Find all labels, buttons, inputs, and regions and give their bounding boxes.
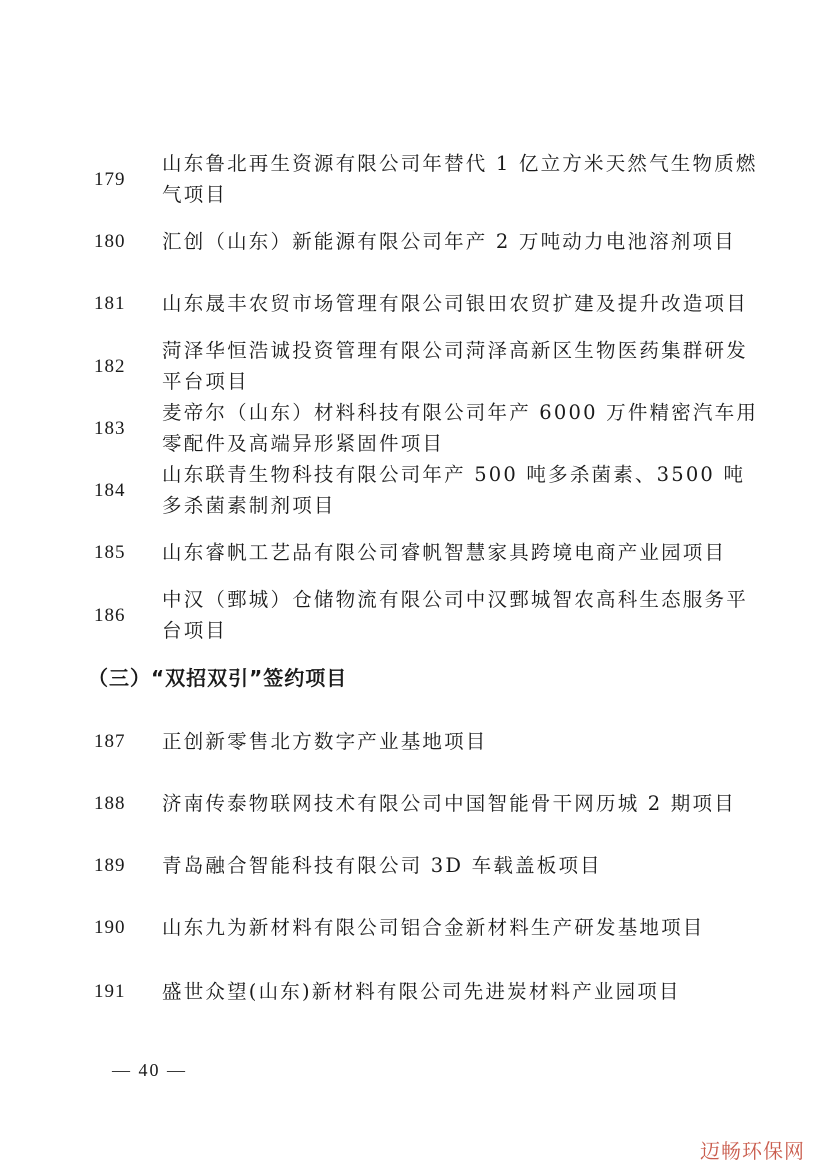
item-number: 190 (94, 917, 126, 938)
item-text: 山东九为新材料有限公司铝合金新材料生产研发基地项目 (162, 916, 705, 939)
item-number: 184 (94, 480, 126, 501)
item-number: 191 (94, 981, 126, 1002)
item-number: 181 (94, 293, 126, 314)
item-text: 山东联青生物科技有限公司年产 500 吨多杀菌素、3500 吨多杀菌素制剂项目 (162, 463, 746, 517)
item-number: 185 (94, 542, 126, 563)
item-number: 188 (94, 793, 126, 814)
site-watermark: 迈畅环保网 (700, 1139, 805, 1163)
section-heading: （三）“双招双引”签约项目 (88, 666, 348, 690)
item-text: 山东晟丰农贸市场管理有限公司银田农贸扩建及提升改造项目 (162, 292, 748, 315)
item-text: 菏泽华恒浩诚投资管理有限公司菏泽高新区生物医药集群研发平台项目 (162, 339, 748, 393)
item-number: 180 (94, 231, 126, 252)
item-text: 山东鲁北再生资源有限公司年替代 1 亿立方米天然气生物质燃气项目 (162, 152, 758, 206)
item-text: 麦帝尔（山东）材料科技有限公司年产 6000 万件精密汽车用零配件及高端异形紧固件项目 (162, 401, 759, 455)
item-text: 盛世众望(山东)新材料有限公司先进炭材料产业园项目 (162, 980, 681, 1003)
item-text: 中汉（鄄城）仓储物流有限公司中汉鄄城智农高科生态服务平台项目 (162, 588, 748, 642)
item-number: 186 (94, 605, 126, 626)
item-number: 183 (94, 418, 126, 439)
item-text: 正创新零售北方数字产业基地项目 (162, 730, 488, 753)
item-text: 济南传泰物联网技术有限公司中国智能骨干网历城 2 期项目 (162, 792, 736, 815)
item-number: 187 (94, 731, 126, 752)
item-number: 182 (94, 356, 126, 377)
page-number: — 40 — (112, 1060, 187, 1080)
item-number: 179 (94, 169, 126, 190)
item-text: 汇创（山东）新能源有限公司年产 2 万吨动力电池溶剂项目 (162, 230, 736, 253)
item-number: 189 (94, 855, 126, 876)
item-text: 青岛融合智能科技有限公司 3D 车载盖板项目 (162, 854, 602, 877)
item-text: 山东睿帆工艺品有限公司睿帆智慧家具跨境电商产业园项目 (162, 541, 727, 564)
